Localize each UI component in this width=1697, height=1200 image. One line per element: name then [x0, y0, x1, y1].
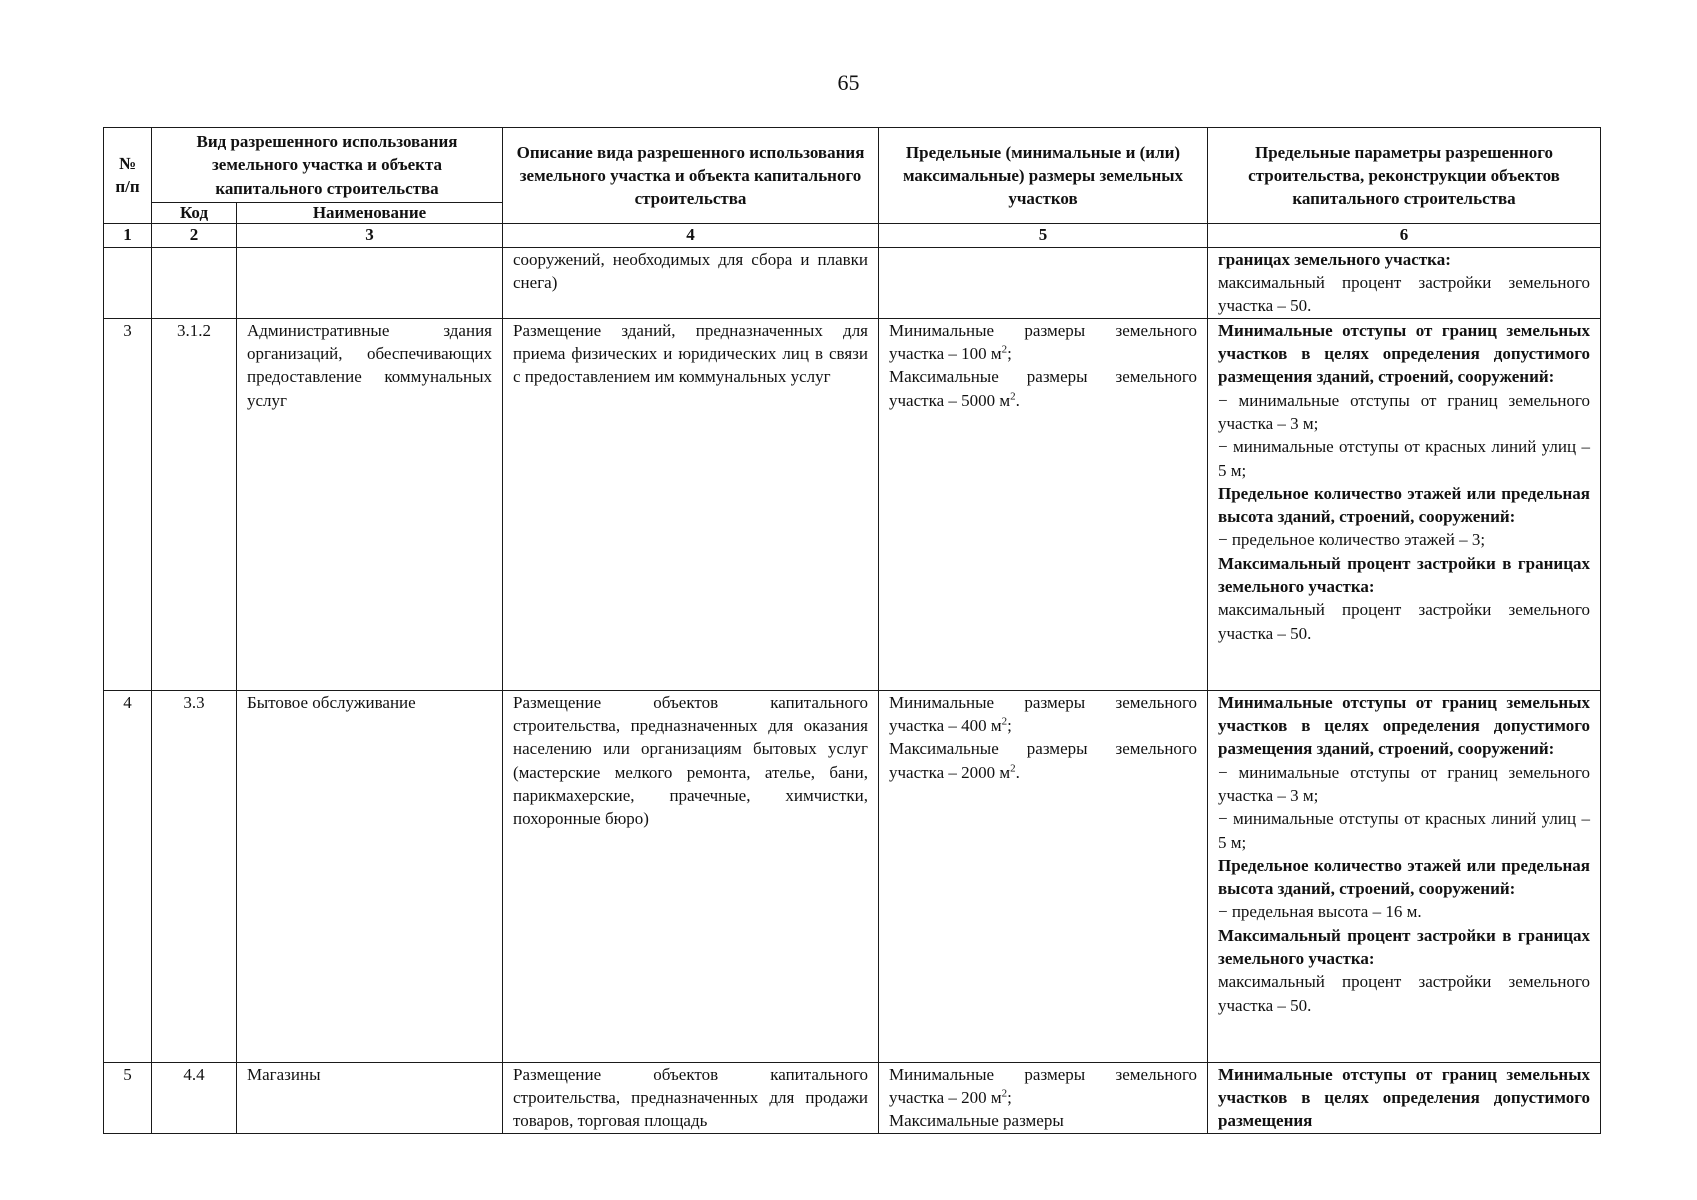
param-value: − предельная высота – 16 м. — [1218, 902, 1422, 922]
row-params — [1208, 247, 1601, 318]
table-row-continuation — [104, 247, 1601, 318]
row-num — [104, 247, 152, 318]
column-number: 2 — [152, 223, 237, 247]
row-code — [152, 247, 237, 318]
size-min: Минимальные размеры земельного участка – 200 $м^2$; — [889, 1064, 1197, 1108]
land-use-table — [103, 127, 1601, 1134]
row-sizes — [879, 247, 1208, 318]
param-heading: Минимальные отступы от границ земельных участков в целях определения допустимого размещения зданий, строений, сооружений: — [1218, 320, 1590, 387]
column-number: 6 — [1208, 223, 1601, 247]
param-value: − минимальные отступы от красных линий улиц – 5 м; — [1218, 809, 1590, 852]
param-value: − предельное количество этажей – 3; — [1218, 530, 1486, 550]
row-num: 4 — [104, 690, 152, 1062]
table-row — [104, 318, 1601, 690]
param-heading: границах земельного участка: — [1218, 249, 1451, 269]
column-number: 5 — [879, 223, 1208, 247]
row-params — [1208, 690, 1601, 1062]
header-vid-group: Вид разрешенного использования земельного участка и объекта капитального строительства — [152, 128, 503, 203]
header-sizes: Предельные (минимальные и (или) максимальные) размеры земельных участков — [879, 128, 1208, 224]
row-code: 3.1.2 — [152, 318, 237, 690]
row-name — [237, 247, 503, 318]
row-sizes — [879, 690, 1208, 1062]
column-number: 1 — [104, 223, 152, 247]
column-number-row — [104, 223, 1601, 247]
param-heading: Предельное количество этажей или предельная высота зданий, строений, сооружений: — [1218, 855, 1590, 899]
size-min: Минимальные размеры земельного участка – 100 $м^2$; — [889, 320, 1197, 364]
table-row — [104, 690, 1601, 1062]
row-params — [1208, 318, 1601, 690]
row-description: Размещение объектов капитального строительства, предназначенных для оказания населению или организациям бытовых услуг (мастерские мелкого ремонта, ателье, бани, парикмахерские, прачечные, химчистки, похоронные бюро) — [503, 690, 879, 1062]
row-code: 4.4 — [152, 1062, 237, 1133]
header-params: Предельные параметры разрешенного строительства, реконструкции объектов капитального строительства — [1208, 128, 1601, 224]
header-description: Описание вида разрешенного использования земельного участка и объекта капитального строительства — [503, 128, 879, 224]
header-num: № п/п — [104, 128, 152, 224]
page-number: 65 — [837, 70, 860, 95]
table-row — [104, 1062, 1601, 1133]
param-value: − минимальные отступы от границ земельного участка – 3 м; — [1218, 762, 1590, 805]
param-heading: Минимальные отступы от границ земельных участков в целях определения допустимого размещения зданий, строений, сооружений: — [1218, 692, 1590, 759]
row-description: Размещение объектов капитального строительства, предназначенных для продажи товаров, торговая площадь — [503, 1062, 879, 1133]
size-max: Максимальные размеры земельного участка – 5000 $м^2$. — [889, 367, 1197, 410]
table-header — [104, 128, 1601, 248]
param-heading: Минимальные отступы от границ земельных участков в целях определения допустимого размещения — [1218, 1064, 1590, 1131]
row-name: Магазины — [237, 1062, 503, 1133]
row-name: Бытовое обслуживание — [237, 690, 503, 1062]
size-max: Максимальные размеры земельного участка – 2000 $м^2$. — [889, 739, 1197, 782]
row-name: Административные здания организаций, обеспечивающих предоставление коммунальных услуг — [237, 318, 503, 690]
header-code: Код — [152, 202, 237, 223]
param-heading: Максимальный процент застройки в границах земельного участка: — [1218, 553, 1590, 597]
row-code: 3.3 — [152, 690, 237, 1062]
row-description: Размещение зданий, предназначенных для приема физических и юридических лиц в связи с предоставлением им коммунальных услуг — [503, 318, 879, 690]
size-min: Минимальные размеры земельного участка – 400 $м^2$; — [889, 692, 1197, 736]
param-heading: Предельное количество этажей или предельная высота зданий, строений, сооружений: — [1218, 483, 1590, 527]
row-params — [1208, 1062, 1601, 1133]
param-value: − минимальные отступы от границ земельного участка – 3 м; — [1218, 390, 1590, 433]
param-value: максимальный процент застройки земельного участка – 50. — [1218, 972, 1590, 1015]
param-value: − минимальные отступы от красных линий улиц – 5 м; — [1218, 437, 1590, 480]
row-description: сооружений, необходимых для сбора и плавки снега) — [503, 247, 879, 318]
row-sizes — [879, 1062, 1208, 1133]
param-value: максимальный процент застройки земельного участка – 50. — [1218, 600, 1590, 643]
param-heading: Максимальный процент застройки в границах земельного участка: — [1218, 925, 1590, 969]
column-number: 3 — [237, 223, 503, 247]
row-num: 3 — [104, 318, 152, 690]
column-number: 4 — [503, 223, 879, 247]
header-name: Наименование — [237, 202, 503, 223]
row-num: 5 — [104, 1062, 152, 1133]
size-max: Максимальные размеры — [889, 1111, 1064, 1131]
param-value: максимальный процент застройки земельного участка – 50. — [1218, 273, 1590, 316]
row-sizes — [879, 318, 1208, 690]
